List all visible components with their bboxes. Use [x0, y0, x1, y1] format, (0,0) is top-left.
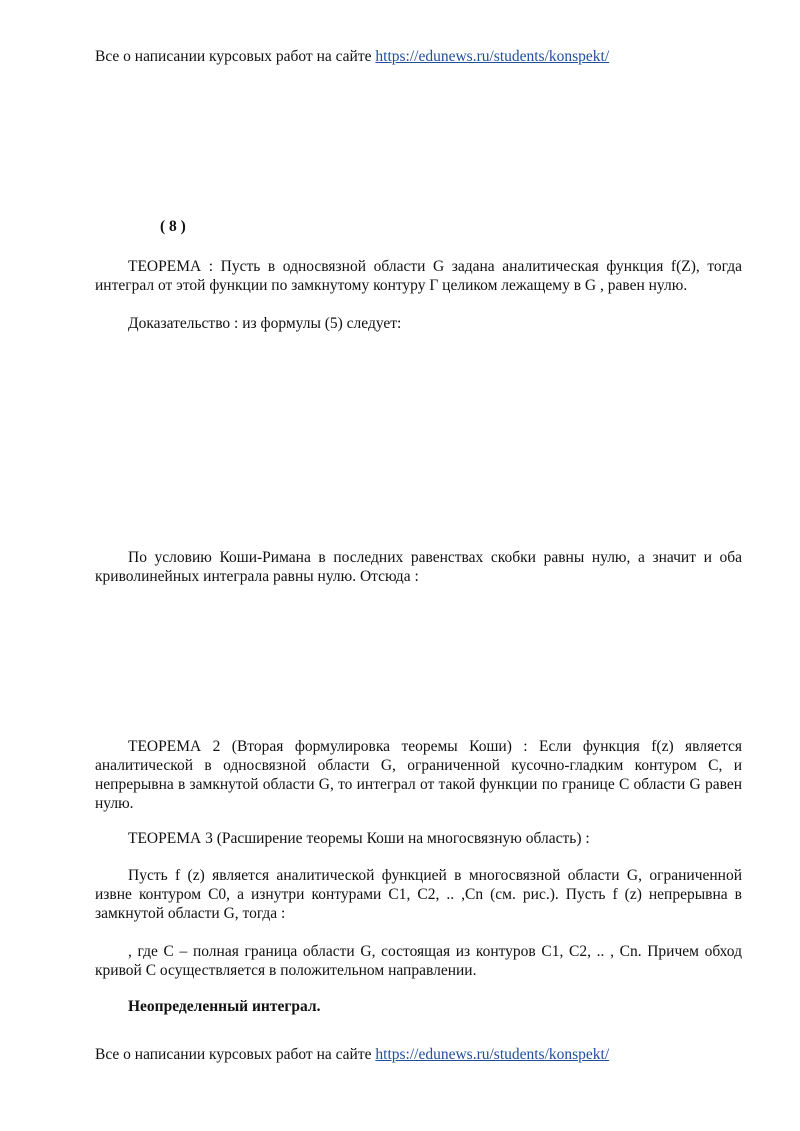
- equation-number: ( 8 ): [160, 218, 186, 235]
- footer-text: Все о написании курсовых работ на сайте: [95, 1046, 372, 1063]
- where-clause-paragraph: , где C – полная граница области G, состоящая из контуров C1, C2, .. , Cn. Причем обход кривой C осуществляется в положительном направлении.: [95, 943, 742, 979]
- header-text: Все о написании курсовых работ на сайте: [95, 48, 372, 65]
- theorem-3-paragraph: Пусть f (z) является аналитической функцией в многосвязной области G, ограниченной извне контуром C0, а изнутри контурами C1, C2, .. ,Cn (см. рис.). Пусть f (z) непрерывна в замкнутой области G, тогда :: [95, 867, 742, 922]
- footer-link[interactable]: https://edunews.ru/students/konspekt/: [375, 1046, 610, 1063]
- theorem-2-paragraph: ТЕОРЕМА 2 (Вторая формулировка теоремы Коши) : Если функция f(z) является аналитической в односвязной области G, ограниченной кусочно-гладким контуром С, и непрерывна в замкнутой области G, то интеграл от такой функции по границе С области G равен нулю.: [95, 738, 742, 812]
- cauchy-riemann-paragraph: По условию Коши-Римана в последних равенствах скобки равны нулю, а значит и оба криволинейных интеграла равны нулю. Отсюда :: [95, 549, 742, 585]
- section-heading: Неопределенный интеграл.: [128, 998, 321, 1015]
- theorem-3-title: ТЕОРЕМА 3 (Расширение теоремы Коши на многосвязную область) :: [128, 830, 590, 847]
- page-footer: [95, 1046, 609, 1064]
- header-link[interactable]: https://edunews.ru/students/konspekt/: [375, 48, 610, 65]
- proof-paragraph: Доказательство : из формулы (5) следует:: [128, 315, 402, 332]
- page-header: [95, 48, 609, 66]
- theorem-1-paragraph: ТЕОРЕМА : Пусть в односвязной области G задана аналитическая функция f(Z), тогда интеграл от этой функции по замкнутому контуру Г целиком лежащему в G , равен нулю.: [95, 258, 742, 294]
